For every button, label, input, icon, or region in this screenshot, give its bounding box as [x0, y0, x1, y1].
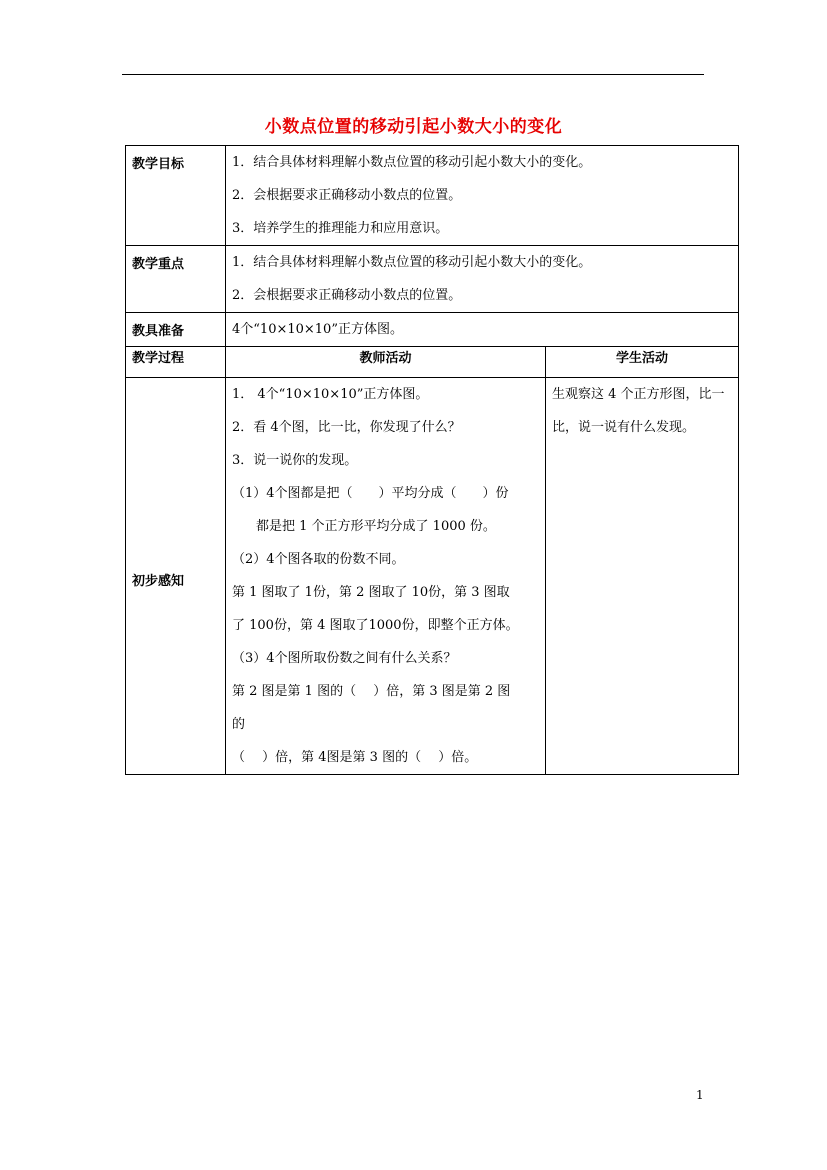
process-label: 教学过程 — [126, 347, 226, 378]
stage1-row — [126, 378, 739, 775]
page-number: 1 — [696, 1088, 704, 1102]
header-rule — [122, 74, 704, 75]
materials-text: 4个“10×10×10”正方体图。 — [232, 322, 403, 337]
student-activity-text: 生观察这 4 个正方形图，比一比，说一说有什么发现。 — [552, 387, 725, 435]
teacher-line: 了 100份，第 4 图取了1000份，即整个正方体。 — [232, 618, 519, 633]
objectives-content — [226, 146, 739, 246]
process-header-row — [126, 347, 739, 378]
materials-content — [226, 313, 739, 347]
teacher-line: 3．说一说你的发现。 — [232, 453, 358, 468]
stage1-label: 初步感知 — [126, 378, 226, 775]
teacher-line: 第 2 图是第 1 图的（ ）倍，第 3 图是第 2 图 — [232, 684, 511, 699]
document-title: 小数点位置的移动引起小数大小的变化 — [264, 117, 563, 137]
student-activity-header: 学生活动 — [546, 347, 739, 378]
objectives-label: 教学目标 — [126, 146, 226, 246]
materials-label: 教具准备 — [126, 313, 226, 347]
teacher-line: 第 1 图取了 1份，第 2 图取了 10份，第 3 图取 — [232, 585, 510, 600]
student-activity-content — [546, 378, 739, 775]
teacher-line: 1． 4个“10×10×10”正方体图。 — [232, 387, 429, 402]
objective-item: 3．培养学生的推理能力和应用意识。 — [232, 221, 449, 236]
teacher-line: 2．看 4个图，比一比，你发现了什么？ — [232, 420, 461, 435]
materials-row — [126, 313, 739, 347]
teacher-activity-header: 教师活动 — [226, 347, 546, 378]
teacher-line: （ ）倍，第 4图是第 3 图的（ ）倍。 — [232, 750, 478, 765]
key-points-row — [126, 246, 739, 313]
objective-item: 1．结合具体材料理解小数点位置的移动引起小数大小的变化。 — [232, 155, 592, 170]
teacher-line: （3）4个图所取份数之间有什么关系？ — [232, 651, 457, 666]
key-points-label: 教学重点 — [126, 246, 226, 313]
key-point-item: 2．会根据要求正确移动小数点的位置。 — [232, 288, 462, 303]
key-points-content — [226, 246, 739, 313]
key-point-item: 1．结合具体材料理解小数点位置的移动引起小数大小的变化。 — [232, 255, 592, 270]
teacher-line: 的 — [232, 717, 246, 732]
lesson-plan-table — [125, 145, 739, 775]
objective-item: 2．会根据要求正确移动小数点的位置。 — [232, 188, 462, 203]
objectives-row — [126, 146, 739, 246]
teacher-line: 都是把 1 个正方形平均分成了 1000 份。 — [256, 519, 496, 534]
teacher-activity-content — [226, 378, 546, 775]
teacher-line: （2）4个图各取的份数不同。 — [232, 552, 405, 567]
teacher-line: （1）4个图都是把（ ）平均分成（ ）份 — [232, 486, 509, 501]
